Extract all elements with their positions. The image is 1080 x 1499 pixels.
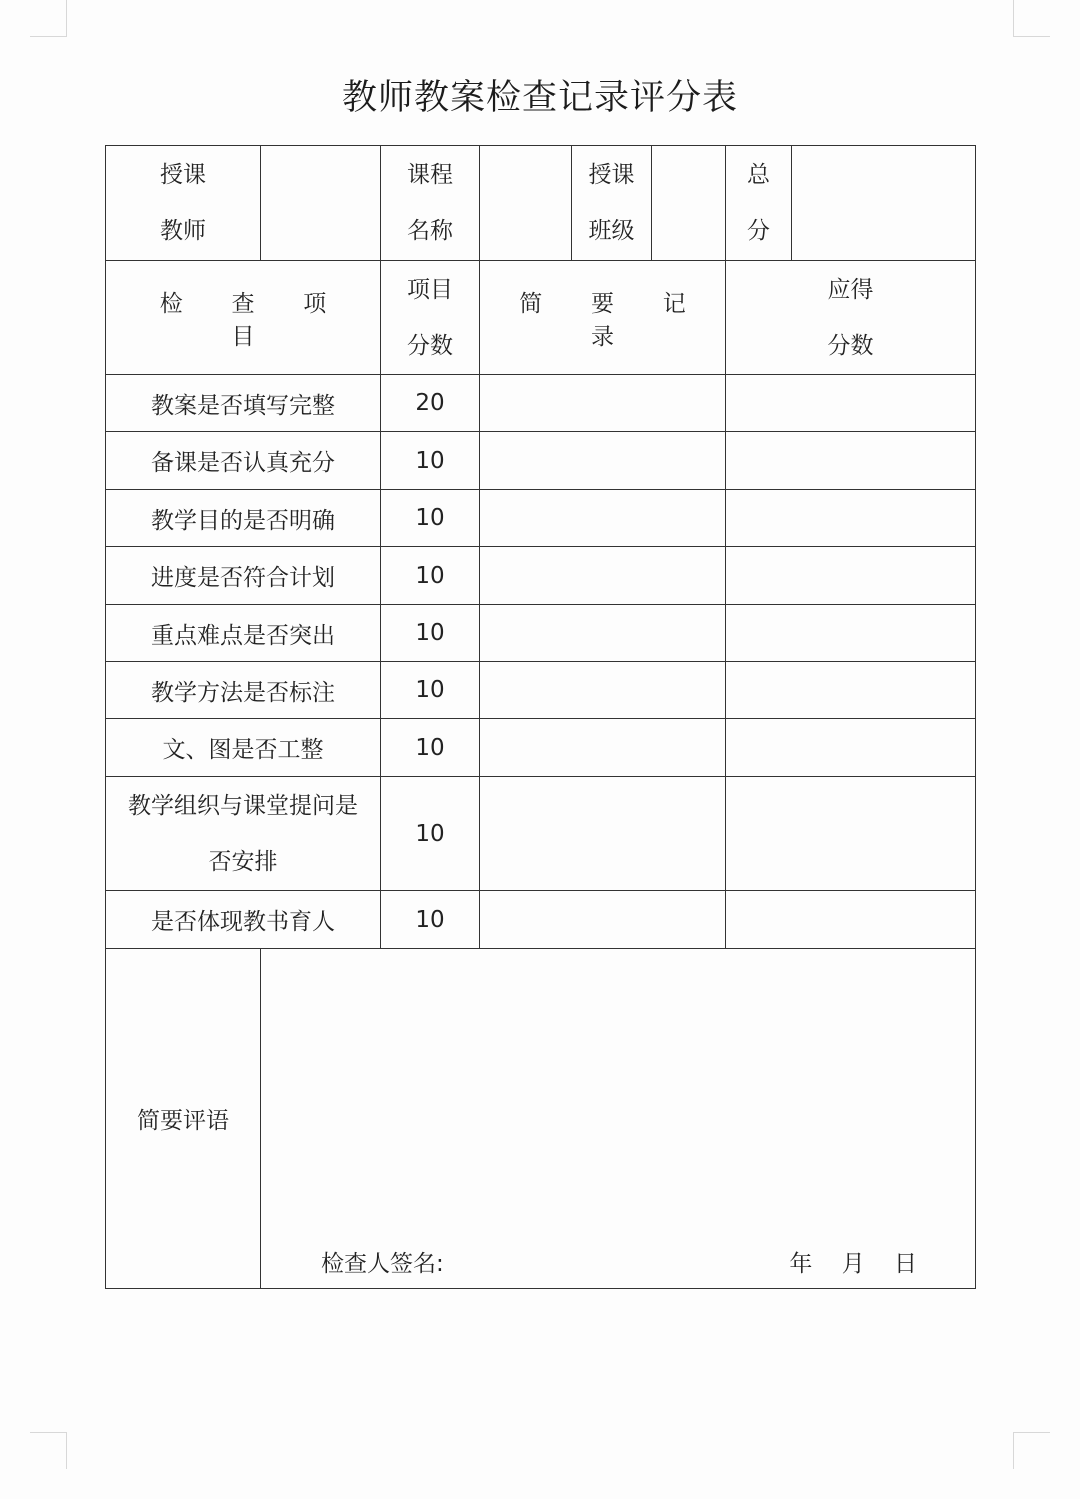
crop-mark-top-right (1013, 0, 1050, 37)
record-cell[interactable] (480, 891, 726, 949)
column-header-row (106, 261, 976, 375)
earned-cell[interactable] (726, 490, 976, 547)
earned-column-header: 应得 分数 (726, 261, 976, 375)
item-cell: 教学目的是否明确 (106, 490, 381, 547)
points-cell: 10 (381, 891, 480, 949)
points-cell: 10 (381, 719, 480, 777)
points-cell: 10 (381, 432, 480, 490)
earned-cell[interactable] (726, 891, 976, 949)
earned-cell[interactable] (726, 605, 976, 662)
points-cell: 10 (381, 605, 480, 662)
table-row (106, 547, 976, 605)
points-cell: 10 (381, 490, 480, 547)
evaluation-form-table (105, 145, 976, 1289)
record-cell[interactable] (480, 662, 726, 719)
table-row (106, 719, 976, 777)
crop-mark-top-left (30, 0, 67, 37)
remarks-content-cell[interactable] (261, 949, 976, 1289)
record-cell[interactable] (480, 375, 726, 432)
item-cell: 进度是否符合计划 (106, 547, 381, 605)
year-label: 年 (789, 1251, 813, 1277)
table-row (106, 662, 976, 719)
points-cell: 10 (381, 662, 480, 719)
points-cell: 20 (381, 375, 480, 432)
points-cell: 10 (381, 777, 480, 891)
item-cell: 是否体现教书育人 (106, 891, 381, 949)
total-value-cell[interactable] (792, 146, 976, 261)
earned-cell[interactable] (726, 777, 976, 891)
class-label: 授课 班级 (572, 146, 652, 261)
crop-mark-bottom-right (1013, 1432, 1050, 1469)
course-label: 课程 名称 (381, 146, 480, 261)
record-cell[interactable] (480, 490, 726, 547)
table-row (106, 490, 976, 547)
page-title: 教师教案检查记录评分表 (341, 78, 738, 118)
crop-mark-bottom-left (30, 1432, 67, 1469)
table-row (106, 891, 976, 949)
record-column-header: 简 要 记 录 (480, 261, 726, 375)
date-fields (767, 1245, 917, 1278)
earned-cell[interactable] (726, 375, 976, 432)
record-cell[interactable] (480, 432, 726, 490)
teacher-label: 授课 教师 (106, 146, 261, 261)
teacher-value-cell[interactable] (261, 146, 381, 261)
item-cell: 教学组织与课堂提问是 否安排 (106, 777, 381, 891)
remarks-label: 简要评语 (106, 949, 261, 1289)
item-cell: 教案是否填写完整 (106, 375, 381, 432)
earned-cell[interactable] (726, 432, 976, 490)
earned-cell[interactable] (726, 547, 976, 605)
table-row (106, 375, 976, 432)
item-cell: 重点难点是否突出 (106, 605, 381, 662)
item-column-header: 检 查 项 目 (106, 261, 381, 375)
month-label: 月 (841, 1251, 865, 1277)
points-column-header: 项目 分数 (381, 261, 480, 375)
signer-label: 检查人签名: (321, 1251, 444, 1277)
earned-cell[interactable] (726, 719, 976, 777)
course-value-cell[interactable] (480, 146, 572, 261)
points-cell: 10 (381, 547, 480, 605)
table-row (106, 777, 976, 891)
earned-cell[interactable] (726, 662, 976, 719)
item-cell: 文、图是否工整 (106, 719, 381, 777)
item-cell: 教学方法是否标注 (106, 662, 381, 719)
class-value-cell[interactable] (652, 146, 726, 261)
remarks-row (106, 949, 976, 1289)
record-cell[interactable] (480, 777, 726, 891)
item-cell: 备课是否认真充分 (106, 432, 381, 490)
record-cell[interactable] (480, 547, 726, 605)
table-row (106, 605, 976, 662)
day-label: 日 (894, 1251, 917, 1277)
record-cell[interactable] (480, 719, 726, 777)
header-row (106, 146, 976, 261)
record-cell[interactable] (480, 605, 726, 662)
table-row (106, 432, 976, 490)
total-label: 总 分 (726, 146, 792, 261)
